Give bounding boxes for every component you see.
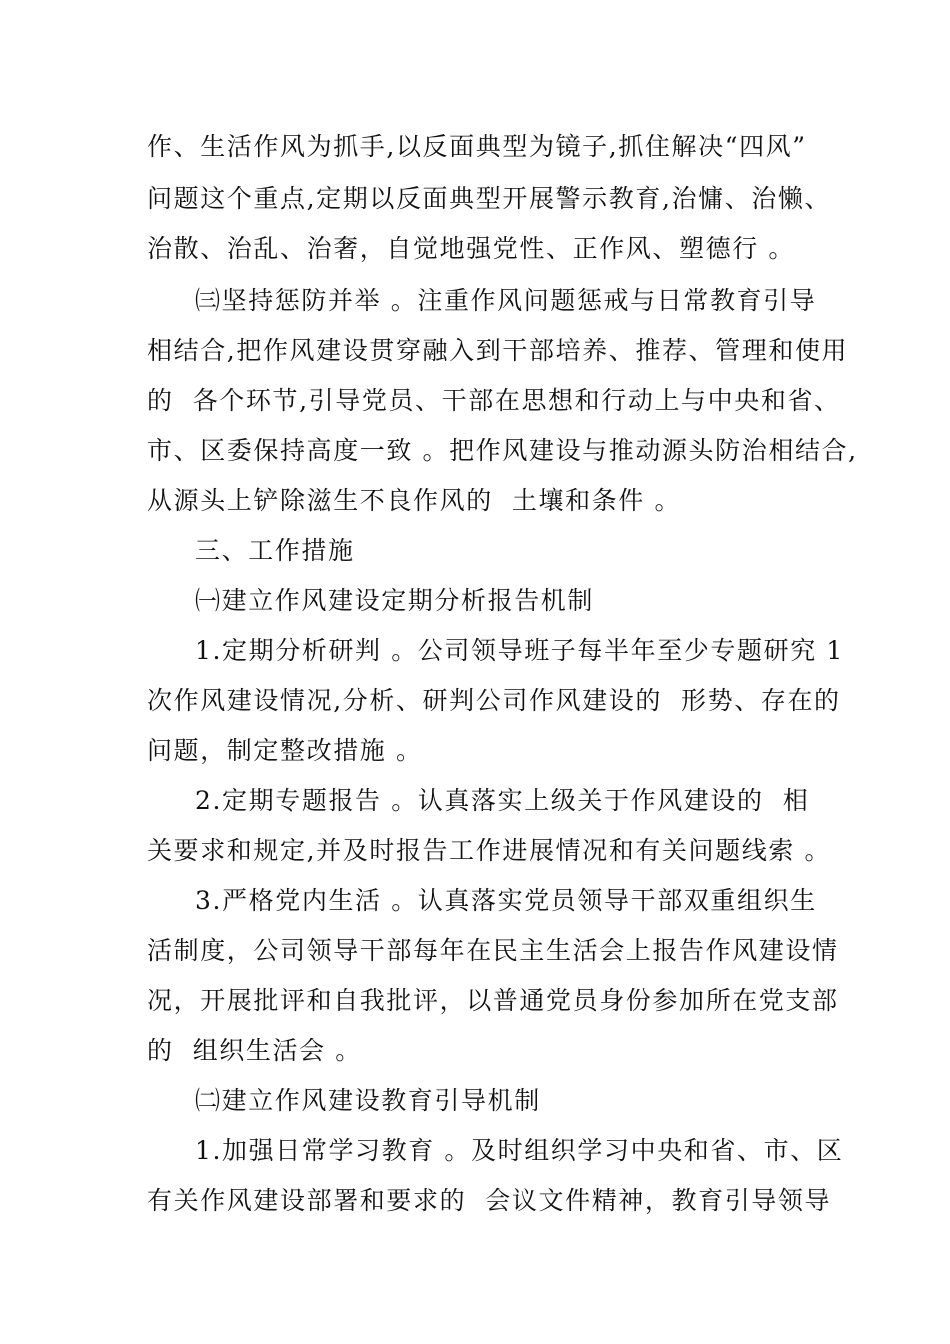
text-line: 的 组织生活会 。 bbox=[147, 1036, 362, 1065]
text-line: 市、区委保持高度一致 。把作风建设与推动源头防治相结合, bbox=[147, 436, 858, 465]
text-line: 问题，制定整改措施 。 bbox=[147, 736, 423, 765]
paragraph-start-line: 3.严格党内生活 。认真落实党员领导干部双重组织生 bbox=[195, 886, 817, 915]
text-line: 治散、治乱、治奢，自觉地强党性、正作风、塑德行 。 bbox=[147, 234, 795, 263]
text-line: 从源头上铲除滋生不良作风的 土壤和条件 。 bbox=[147, 486, 682, 515]
paragraph-start-line: 2.定期专题报告 。认真落实上级关于作风建设的 相 bbox=[195, 786, 810, 815]
paragraph-start-line: ㈢坚持惩防并举 。注重作风问题惩戒与日常教育引导 bbox=[195, 286, 817, 315]
text-line: 活制度，公司领导干部每年在民主生活会上报告作风建设情 bbox=[147, 936, 839, 965]
section-heading: 三、工作措施 bbox=[195, 536, 355, 565]
text-line: 问题这个重点,定期以反面典型开展警示教育,治慵、治懒、 bbox=[147, 184, 832, 213]
paragraph-start-line: 1.定期分析研判 。公司领导班子每半年至少专题研究 1 bbox=[195, 636, 844, 665]
subsection-heading: ㈡建立作风建设教育引导机制 bbox=[195, 1086, 541, 1115]
text-line: 关要求和规定,并及时报告工作进展情况和有关问题线索 。 bbox=[147, 836, 832, 865]
text-line: 有关作风建设部署和要求的 会议文件精神，教育引导领导 bbox=[147, 1186, 832, 1215]
paragraph-start-line: 1.加强日常学习教育 。及时组织学习中央和省、市、区 bbox=[195, 1136, 844, 1165]
subsection-heading: ㈠建立作风建设定期分析报告机制 bbox=[195, 586, 595, 615]
text-line: 相结合,把作风建设贯穿融入到干部培养、推荐、管理和使用 bbox=[147, 336, 849, 365]
text-line: 况，开展批评和自我批评，以普通党员身份参加所在党支部 bbox=[147, 986, 839, 1015]
text-line: 的 各个环节,引导党员、干部在思想和行动上与中央和省、 bbox=[147, 386, 841, 415]
text-line: 次作风建设情况,分析、研判公司作风建设的 形势、存在的 bbox=[147, 686, 841, 715]
text-line: 作、生活作风为抓手,以反面典型为镜子,抓住解决“四风” bbox=[147, 132, 807, 161]
